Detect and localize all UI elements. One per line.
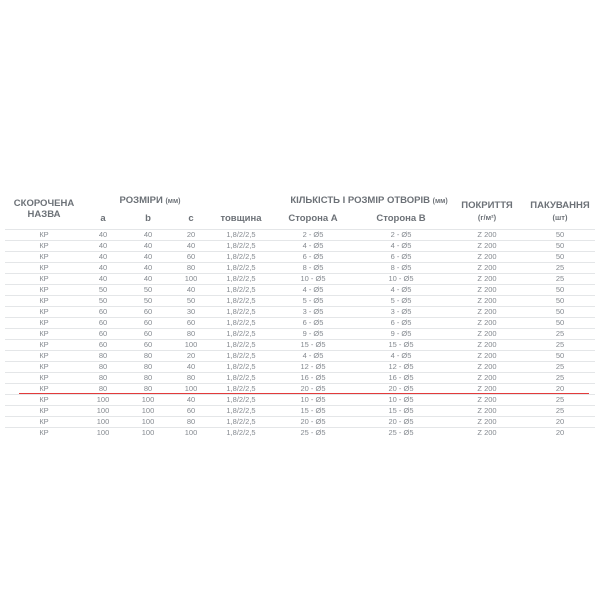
cell-abbr: КР <box>39 252 49 261</box>
table-row <box>5 317 595 328</box>
header-side-b: Сторона В <box>376 213 426 224</box>
cell-c: 40 <box>186 241 196 250</box>
cell-c: 100 <box>184 384 198 393</box>
cell-side-b: 12 - Ø5 <box>388 362 414 371</box>
header-abbr-line1: СКОРОЧЕНА <box>13 198 75 209</box>
cell-coating: Z 200 <box>477 406 497 415</box>
table-row <box>5 229 595 240</box>
cell-side-b: 4 - Ø5 <box>390 351 412 360</box>
cell-packing: 25 <box>555 395 565 404</box>
cell-coating: Z 200 <box>477 318 497 327</box>
cell-thickness: 1,8/2/2,5 <box>226 274 256 283</box>
cell-c: 50 <box>186 296 196 305</box>
cell-c: 100 <box>184 274 198 283</box>
highlight-line <box>19 393 589 394</box>
cell-side-a: 15 - Ø5 <box>300 406 326 415</box>
cell-thickness: 1,8/2/2,5 <box>226 351 256 360</box>
cell-abbr: КР <box>39 362 49 371</box>
table-row <box>5 427 595 438</box>
cell-packing: 25 <box>555 406 565 415</box>
cell-abbr: КР <box>39 329 49 338</box>
cell-abbr: КР <box>39 428 49 437</box>
cell-coating: Z 200 <box>477 241 497 250</box>
header-coating-label: ПОКРИТТЯ <box>461 200 513 211</box>
header-c: c <box>188 213 194 224</box>
cell-thickness: 1,8/2/2,5 <box>226 241 256 250</box>
table-row <box>5 306 595 317</box>
header-holes-label: КІЛЬКІСТЬ І РОЗМІР ОТВОРІВ <box>290 195 430 206</box>
cell-abbr: КР <box>39 274 49 283</box>
cell-a: 100 <box>96 406 110 415</box>
cell-side-b: 6 - Ø5 <box>390 318 412 327</box>
cell-side-b: 10 - Ø5 <box>388 274 414 283</box>
table-row <box>5 273 595 284</box>
cell-side-b: 4 - Ø5 <box>390 285 412 294</box>
cell-side-b: 25 - Ø5 <box>388 428 414 437</box>
cell-side-b: 9 - Ø5 <box>390 329 412 338</box>
cell-a: 40 <box>98 274 108 283</box>
cell-c: 100 <box>184 340 198 349</box>
cell-b: 60 <box>143 340 153 349</box>
cell-side-a: 2 - Ø5 <box>302 230 324 239</box>
cell-c: 60 <box>186 318 196 327</box>
cell-thickness: 1,8/2/2,5 <box>226 428 256 437</box>
cell-packing: 25 <box>555 329 565 338</box>
cell-c: 20 <box>186 351 196 360</box>
cell-abbr: КР <box>39 230 49 239</box>
cell-a: 80 <box>98 362 108 371</box>
cell-packing: 50 <box>555 230 565 239</box>
cell-side-a: 10 - Ø5 <box>300 395 326 404</box>
cell-c: 100 <box>184 428 198 437</box>
cell-coating: Z 200 <box>477 417 497 426</box>
cell-b: 80 <box>143 384 153 393</box>
table-row <box>5 295 595 306</box>
header-dimensions <box>85 195 215 206</box>
header-a: a <box>100 213 106 224</box>
cell-b: 40 <box>143 230 153 239</box>
cell-packing: 50 <box>555 307 565 316</box>
table-row <box>5 262 595 273</box>
header-side-a: Сторона А <box>288 213 338 224</box>
cell-packing: 25 <box>555 362 565 371</box>
cell-b: 80 <box>143 373 153 382</box>
cell-side-b: 15 - Ø5 <box>388 340 414 349</box>
cell-packing: 20 <box>555 384 565 393</box>
cell-a: 100 <box>96 417 110 426</box>
cell-a: 50 <box>98 296 108 305</box>
cell-thickness: 1,8/2/2,5 <box>226 252 256 261</box>
cell-thickness: 1,8/2/2,5 <box>226 395 256 404</box>
cell-b: 50 <box>143 296 153 305</box>
cell-side-b: 2 - Ø5 <box>390 230 412 239</box>
cell-a: 80 <box>98 351 108 360</box>
table-row <box>5 339 595 350</box>
header-coating-unit: (г/м²) <box>477 213 497 222</box>
cell-c: 80 <box>186 263 196 272</box>
cell-thickness: 1,8/2/2,5 <box>226 263 256 272</box>
cell-packing: 25 <box>555 263 565 272</box>
table-row <box>5 284 595 295</box>
cell-side-a: 25 - Ø5 <box>300 428 326 437</box>
header-thickness: товщина <box>220 213 262 224</box>
cell-a: 80 <box>98 384 108 393</box>
cell-abbr: КР <box>39 296 49 305</box>
cell-a: 40 <box>98 252 108 261</box>
cell-side-a: 6 - Ø5 <box>302 252 324 261</box>
cell-side-b: 15 - Ø5 <box>388 406 414 415</box>
cell-b: 40 <box>143 241 153 250</box>
cell-a: 60 <box>98 318 108 327</box>
cell-a: 60 <box>98 340 108 349</box>
table-row <box>5 361 595 372</box>
cell-thickness: 1,8/2/2,5 <box>226 307 256 316</box>
cell-packing: 20 <box>555 428 565 437</box>
cell-thickness: 1,8/2/2,5 <box>226 329 256 338</box>
cell-b: 40 <box>143 263 153 272</box>
cell-side-a: 4 - Ø5 <box>302 285 324 294</box>
cell-a: 40 <box>98 241 108 250</box>
cell-b: 60 <box>143 307 153 316</box>
cell-side-a: 16 - Ø5 <box>300 373 326 382</box>
cell-c: 30 <box>186 307 196 316</box>
header-coating <box>452 200 522 224</box>
header-abbreviation <box>5 198 83 220</box>
cell-abbr: КР <box>39 241 49 250</box>
cell-coating: Z 200 <box>477 285 497 294</box>
cell-b: 40 <box>143 274 153 283</box>
cell-c: 80 <box>186 373 196 382</box>
cell-packing: 50 <box>555 318 565 327</box>
table-header <box>5 193 595 229</box>
cell-packing: 25 <box>555 340 565 349</box>
header-packing-unit: (шт) <box>552 213 568 222</box>
cell-packing: 50 <box>555 351 565 360</box>
cell-packing: 50 <box>555 296 565 305</box>
cell-thickness: 1,8/2/2,5 <box>226 340 256 349</box>
table-row <box>5 240 595 251</box>
header-b: b <box>145 213 151 224</box>
table-row <box>5 372 595 383</box>
cell-b: 50 <box>143 285 153 294</box>
cell-packing: 50 <box>555 252 565 261</box>
cell-abbr: КР <box>39 263 49 272</box>
header-holes-unit: (мм) <box>432 198 448 205</box>
cell-coating: Z 200 <box>477 329 497 338</box>
cell-b: 100 <box>141 406 155 415</box>
cell-thickness: 1,8/2/2,5 <box>226 296 256 305</box>
cell-b: 60 <box>143 318 153 327</box>
cell-c: 80 <box>186 329 196 338</box>
cell-c: 40 <box>186 395 196 404</box>
cell-side-b: 6 - Ø5 <box>390 252 412 261</box>
cell-a: 100 <box>96 395 110 404</box>
cell-side-a: 12 - Ø5 <box>300 362 326 371</box>
cell-side-a: 6 - Ø5 <box>302 318 324 327</box>
cell-coating: Z 200 <box>477 395 497 404</box>
table-row <box>5 350 595 361</box>
cell-thickness: 1,8/2/2,5 <box>226 373 256 382</box>
cell-side-a: 4 - Ø5 <box>302 241 324 250</box>
cell-coating: Z 200 <box>477 263 497 272</box>
cell-b: 80 <box>143 362 153 371</box>
cell-side-b: 10 - Ø5 <box>388 395 414 404</box>
cell-side-b: 20 - Ø5 <box>388 384 414 393</box>
cell-thickness: 1,8/2/2,5 <box>226 318 256 327</box>
cell-b: 40 <box>143 252 153 261</box>
cell-c: 40 <box>186 362 196 371</box>
cell-abbr: КР <box>39 384 49 393</box>
cell-a: 40 <box>98 230 108 239</box>
cell-abbr: КР <box>39 406 49 415</box>
cell-thickness: 1,8/2/2,5 <box>226 285 256 294</box>
cell-packing: 25 <box>555 373 565 382</box>
cell-c: 80 <box>186 417 196 426</box>
cell-abbr: КР <box>39 351 49 360</box>
cell-abbr: КР <box>39 307 49 316</box>
cell-a: 50 <box>98 285 108 294</box>
cell-packing: 20 <box>555 417 565 426</box>
cell-thickness: 1,8/2/2,5 <box>226 406 256 415</box>
cell-side-a: 8 - Ø5 <box>302 263 324 272</box>
cell-a: 60 <box>98 307 108 316</box>
cell-c: 60 <box>186 406 196 415</box>
cell-a: 100 <box>96 428 110 437</box>
header-packing <box>525 200 595 224</box>
cell-abbr: КР <box>39 318 49 327</box>
cell-thickness: 1,8/2/2,5 <box>226 417 256 426</box>
cell-thickness: 1,8/2/2,5 <box>226 230 256 239</box>
cell-coating: Z 200 <box>477 384 497 393</box>
table-row <box>5 416 595 427</box>
cell-abbr: КР <box>39 417 49 426</box>
cell-side-b: 4 - Ø5 <box>390 241 412 250</box>
table-row <box>5 251 595 262</box>
cell-a: 80 <box>98 373 108 382</box>
cell-side-a: 15 - Ø5 <box>300 340 326 349</box>
cell-coating: Z 200 <box>477 362 497 371</box>
cell-packing: 50 <box>555 285 565 294</box>
cell-b: 80 <box>143 351 153 360</box>
header-packing-label: ПАКУВАННЯ <box>530 200 590 211</box>
cell-abbr: КР <box>39 373 49 382</box>
cell-abbr: КР <box>39 285 49 294</box>
cell-packing: 50 <box>555 241 565 250</box>
cell-side-a: 9 - Ø5 <box>302 329 324 338</box>
table-row <box>5 394 595 405</box>
table-body <box>5 229 595 438</box>
header-holes <box>269 195 469 206</box>
cell-abbr: КР <box>39 395 49 404</box>
cell-b: 60 <box>143 329 153 338</box>
cell-b: 100 <box>141 395 155 404</box>
cell-coating: Z 200 <box>477 296 497 305</box>
cell-side-a: 20 - Ø5 <box>300 384 326 393</box>
cell-thickness: 1,8/2/2,5 <box>226 362 256 371</box>
header-dims-unit: (мм) <box>165 198 181 205</box>
cell-coating: Z 200 <box>477 373 497 382</box>
cell-side-b: 16 - Ø5 <box>388 373 414 382</box>
cell-coating: Z 200 <box>477 230 497 239</box>
header-dims-label: РОЗМІРИ <box>119 195 163 206</box>
table-row <box>5 328 595 339</box>
cell-coating: Z 200 <box>477 307 497 316</box>
cell-coating: Z 200 <box>477 340 497 349</box>
cell-side-b: 3 - Ø5 <box>390 307 412 316</box>
cell-abbr: КР <box>39 340 49 349</box>
cell-b: 100 <box>141 428 155 437</box>
cell-side-b: 5 - Ø5 <box>390 296 412 305</box>
cell-coating: Z 200 <box>477 274 497 283</box>
cell-coating: Z 200 <box>477 351 497 360</box>
cell-a: 40 <box>98 263 108 272</box>
cell-c: 40 <box>186 285 196 294</box>
cell-coating: Z 200 <box>477 252 497 261</box>
cell-c: 20 <box>186 230 196 239</box>
cell-side-a: 3 - Ø5 <box>302 307 324 316</box>
cell-packing: 25 <box>555 274 565 283</box>
cell-side-b: 20 - Ø5 <box>388 417 414 426</box>
cell-c: 60 <box>186 252 196 261</box>
cell-b: 100 <box>141 417 155 426</box>
header-abbr-line2: НАЗВА <box>27 209 61 220</box>
cell-coating: Z 200 <box>477 428 497 437</box>
cell-side-b: 8 - Ø5 <box>390 263 412 272</box>
cell-side-a: 20 - Ø5 <box>300 417 326 426</box>
product-table <box>5 193 595 438</box>
cell-side-a: 10 - Ø5 <box>300 274 326 283</box>
cell-a: 60 <box>98 329 108 338</box>
cell-side-a: 5 - Ø5 <box>302 296 324 305</box>
cell-thickness: 1,8/2/2,5 <box>226 384 256 393</box>
table-row <box>5 405 595 416</box>
cell-side-a: 4 - Ø5 <box>302 351 324 360</box>
